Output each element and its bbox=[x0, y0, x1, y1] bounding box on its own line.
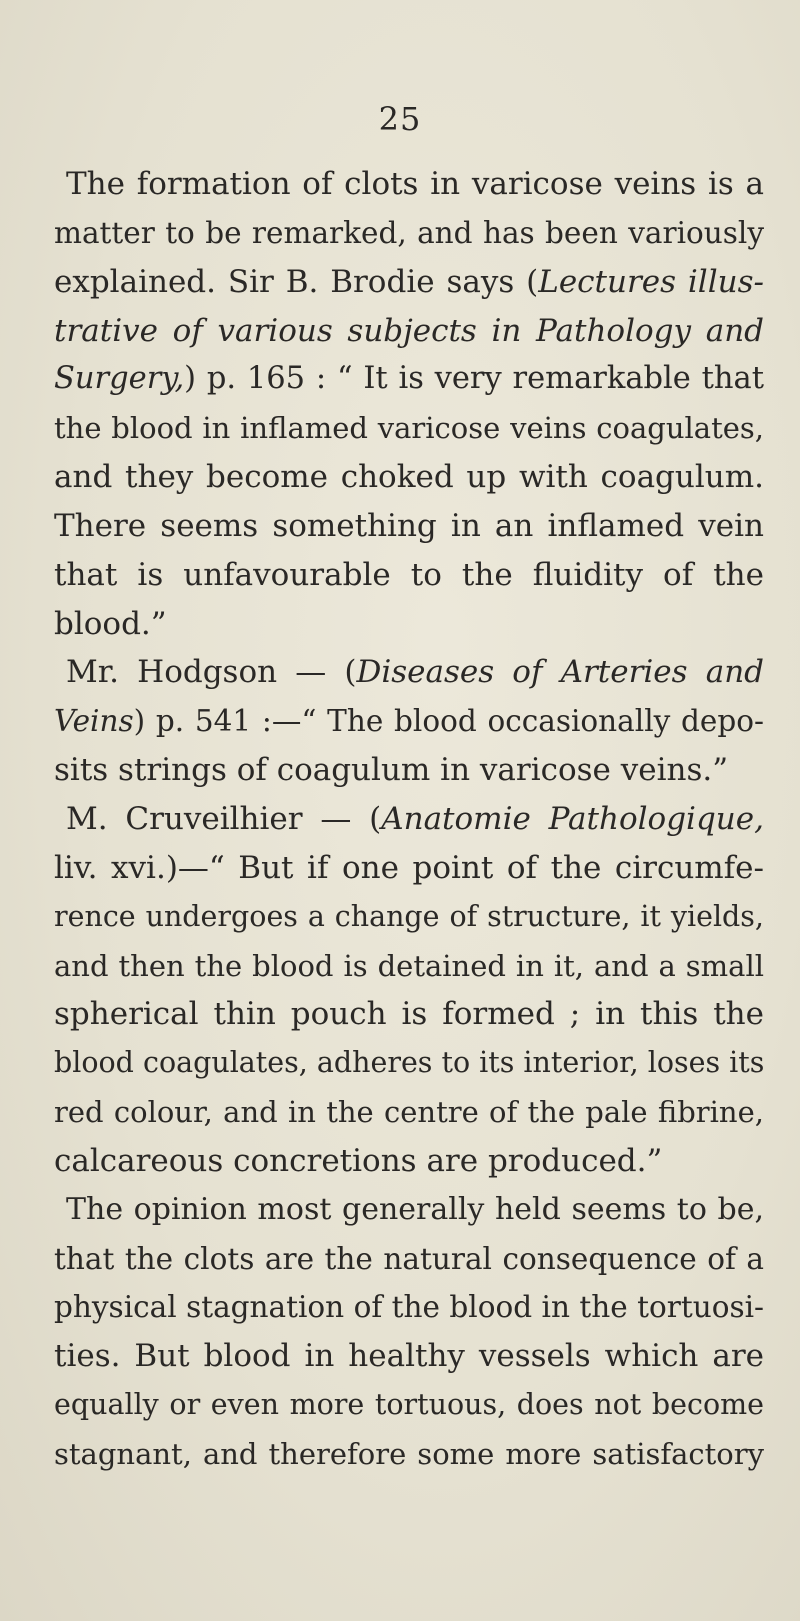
italic-text: Diseases of Arteries and bbox=[356, 654, 765, 691]
italic-text: Surgery, bbox=[54, 361, 185, 397]
text-run: that is unfavourable to the fluidity of the bbox=[54, 556, 764, 593]
text-run: blood coagulates, adheres to its interior, loses its bbox=[54, 1046, 765, 1080]
text-line bbox=[54, 942, 764, 991]
text-line bbox=[54, 209, 764, 258]
text-line bbox=[54, 355, 764, 404]
text-line bbox=[54, 1381, 764, 1430]
text-line bbox=[54, 453, 764, 502]
text-line bbox=[54, 1430, 764, 1479]
text-line bbox=[54, 893, 764, 942]
text-line bbox=[54, 1088, 764, 1137]
text-run: There seems something in an inflamed vein bbox=[54, 507, 764, 544]
text-run: red colour, and in the centre of the pale fibrine, bbox=[54, 1095, 764, 1130]
text-line bbox=[54, 258, 764, 307]
text-line bbox=[54, 502, 764, 551]
text-line bbox=[54, 160, 764, 209]
text-run: explained. Sir B. Brodie says ( bbox=[54, 263, 539, 300]
text-run: ties. But blood in healthy vessels which are bbox=[54, 1338, 764, 1375]
text-line bbox=[54, 600, 764, 649]
text-run: ) p. 541 :—“ The blood occasionally depo- bbox=[133, 704, 764, 739]
text-run: calcareous concretions are produced.” bbox=[54, 1142, 663, 1179]
text-run: spherical thin pouch is formed ; in this the bbox=[54, 996, 764, 1033]
text-line bbox=[54, 746, 764, 795]
text-line bbox=[54, 404, 764, 453]
text-line bbox=[54, 1283, 764, 1332]
text-run: rence undergoes a change of structure, it yields, bbox=[54, 899, 764, 933]
text-run: physical stagnation of the blood in the tortuosi- bbox=[54, 1290, 764, 1325]
italic-text: Anatomie Pathologique, bbox=[381, 800, 764, 837]
text-run: and they become choked up with coagulum. bbox=[54, 459, 764, 496]
text-run: ) p. 165 : “ It is very remarkable that bbox=[184, 361, 764, 397]
text-run: Mr. Hodgson — ( bbox=[66, 654, 357, 691]
text-run: and then the blood is detained in it, and a small bbox=[54, 948, 764, 983]
text-run: equally or even more tortuous, does not become bbox=[54, 1388, 764, 1422]
text-line bbox=[54, 1235, 764, 1284]
text-line bbox=[54, 1039, 764, 1088]
italic-text: Veins bbox=[54, 704, 134, 739]
body-text bbox=[54, 160, 764, 1479]
text-run: liv. xvi.)—“ But if one point of the circumfe- bbox=[54, 849, 764, 886]
text-line bbox=[54, 795, 764, 844]
text-line bbox=[54, 1332, 764, 1381]
text-line bbox=[54, 990, 764, 1039]
text-line bbox=[54, 648, 764, 697]
page-number: 25 bbox=[378, 100, 422, 138]
text-run: sits strings of coagulum in varicose veins.” bbox=[54, 752, 729, 789]
text-run: The opinion most generally held seems to be, bbox=[66, 1191, 764, 1227]
text-run: blood.” bbox=[54, 605, 167, 642]
italic-text: trative of various subjects in Pathology and bbox=[54, 312, 764, 349]
text-run: M. Cruveilhier — ( bbox=[66, 800, 382, 837]
text-line bbox=[54, 697, 764, 746]
text-run: The formation of clots in varicose veins is a bbox=[66, 166, 764, 202]
text-run: that the clots are the natural consequence of a bbox=[54, 1241, 764, 1276]
text-line bbox=[54, 1186, 764, 1235]
text-line bbox=[54, 307, 764, 356]
text-run: matter to be remarked, and has been variously bbox=[54, 215, 764, 250]
text-run: the blood in inflamed varicose veins coagulates, bbox=[54, 411, 764, 446]
text-line bbox=[54, 1137, 764, 1186]
text-line bbox=[54, 551, 764, 600]
text-line bbox=[54, 844, 764, 893]
italic-text: Lectures illus- bbox=[538, 263, 764, 300]
text-run: stagnant, and therefore some more satisfactory bbox=[54, 1436, 764, 1471]
